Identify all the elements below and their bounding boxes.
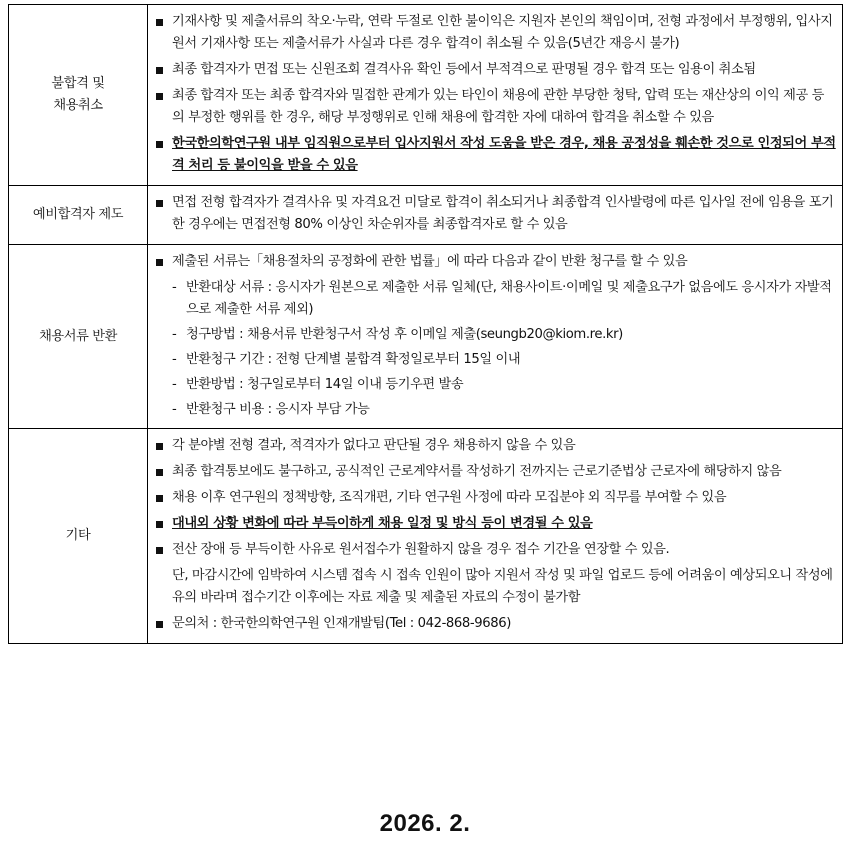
sub-item (156, 349, 836, 371)
item-text: 면접 전형 합격자가 결격사유 및 자격요건 미달로 합격이 취소되거나 최종합격 인사발령에 따른 입사일 전에 임용을 포기한 경우에는 면접전형 80% 이상인 차순위자를 최종합격자로 할 수 있음 (172, 195, 834, 232)
sub-item (156, 277, 836, 321)
dash-marker: - (172, 402, 177, 417)
sub-item-text: 반환대상 서류 : 응시자가 원본으로 제출한 서류 일체(단, 채용사이트·이메일 및 제출요구가 없음에도 응시자가 자발적으로 제출한 서류 제외) (186, 280, 832, 317)
square-bullet-icon (156, 141, 163, 148)
row-label-other: 기타 (9, 429, 148, 644)
item-text: 각 분야별 전형 결과, 적격자가 없다고 판단될 경우 채용하지 않을 수 있음 (172, 438, 576, 453)
contact-text: 문의처 : 한국한의학연구원 인재개발팀(Tel : 042-868-9686) (172, 616, 511, 631)
square-bullet-icon (156, 67, 163, 74)
list-item (156, 11, 836, 55)
document-date: 2026. 2. (379, 810, 471, 837)
dash-marker: - (172, 377, 177, 392)
row-content-disqualification (148, 5, 843, 186)
row-content-other (148, 429, 843, 644)
list-item-emphasized (156, 513, 836, 535)
square-bullet-icon (156, 495, 163, 502)
row-content-reserve (148, 186, 843, 245)
notice-table (8, 4, 843, 644)
list-item-emphasized (156, 133, 836, 177)
item-text: 전산 장애 등 부득이한 사유로 원서접수가 원활하지 않을 경우 접수 기간을 연장할 수 있음. (172, 542, 670, 557)
list-item (156, 59, 836, 81)
table-row (9, 186, 843, 245)
sub-item-text: 반환청구 비용 : 응시자 부담 가능 (186, 402, 370, 417)
row-label-document-return: 채용서류 반환 (9, 245, 148, 429)
sub-item (156, 399, 836, 421)
sub-item (156, 324, 836, 346)
sub-item-text: 청구방법 : 채용서류 반환청구서 작성 후 이메일 제출(seungb20@kiom.re.kr) (186, 327, 623, 342)
square-bullet-icon (156, 547, 163, 554)
label-line-2: 채용취소 (53, 98, 103, 113)
list-item (156, 461, 836, 483)
table-row (9, 429, 843, 644)
label-line-1: 불합격 및 (51, 76, 105, 91)
square-bullet-icon (156, 19, 163, 26)
square-bullet-icon (156, 469, 163, 476)
table-row (9, 5, 843, 186)
item-text: 최종 합격통보에도 불구하고, 공식적인 근로계약서를 작성하기 전까지는 근로기준법상 근로자에 해당하지 않음 (172, 464, 782, 479)
item-text: 대내외 상황 변화에 따라 부득이하게 채용 일정 및 방식 등이 변경될 수 있음 (172, 516, 593, 531)
item-text: 제출된 서류는「채용절차의 공정화에 관한 법률」에 따라 다음과 같이 반환 청구를 할 수 있음 (172, 254, 688, 269)
square-bullet-icon (156, 259, 163, 266)
item-text: 채용 이후 연구원의 정책방향, 조직개편, 기타 연구원 사정에 따라 모집분야 외 직무를 부여할 수 있음 (172, 490, 727, 505)
list-item (156, 251, 836, 273)
sub-item-text: 반환방법 : 청구일로부터 14일 이내 등기우편 발송 (186, 377, 464, 392)
dash-marker: - (172, 280, 177, 295)
contact-item (156, 613, 836, 635)
list-item (156, 435, 836, 457)
item-text: 최종 합격자 또는 최종 합격자와 밀접한 관계가 있는 타인이 채용에 관한 부당한 청탁, 압력 또는 재산상의 이익 제공 등의 부정한 행위를 한 경우, 해당 부정행위로 인해 채용에 합격한 자에 대하여 합격을 취소할 수 있음 (172, 88, 824, 125)
list-item (156, 487, 836, 509)
list-item (156, 192, 836, 236)
row-label-disqualification (9, 5, 148, 186)
sub-item-text: 반환청구 기간 : 전형 단계별 불합격 확정일로부터 15일 이내 (186, 352, 521, 367)
item-text: 기재사항 및 제출서류의 착오·누락, 연락 두절로 인한 불이익은 지원자 본인의 책임이며, 전형 과정에서 부정행위, 입사지원서 기재사항 또는 제출서류가 사실과 다른 경우 합격이 취소될 수 있음(5년간 재응시 불가) (172, 14, 833, 51)
item-text: 최종 합격자가 면접 또는 신원조회 결격사유 확인 등에서 부적격으로 판명될 경우 합격 또는 임용이 취소됨 (172, 62, 756, 77)
item-text: 한국한의학연구원 내부 임직원으로부터 입사지원서 작성 도움을 받은 경우, 채용 공정성을 훼손한 것으로 인정되어 부적격 처리 등 불이익을 받을 수 있음 (172, 136, 836, 173)
note-text: 단, 마감시간에 임박하여 시스템 접속 시 접속 인원이 많아 지원서 작성 및 파일 업로드 등에 어려움이 예상되오니 작성에 유의 바라며 접수기간 이후에는 자료 제출 및 제출된 자료의 수정이 불가함 (172, 568, 833, 605)
square-bullet-icon (156, 93, 163, 100)
square-bullet-icon (156, 443, 163, 450)
row-content-document-return (148, 245, 843, 429)
table-row (9, 245, 843, 429)
list-item (156, 539, 836, 561)
sub-item (156, 374, 836, 396)
dash-marker: - (172, 352, 177, 367)
square-bullet-icon (156, 621, 163, 628)
list-item (156, 85, 836, 129)
row-label-reserve: 예비합격자 제도 (9, 186, 148, 245)
dash-marker: - (172, 327, 177, 342)
square-bullet-icon (156, 200, 163, 207)
square-bullet-icon (156, 521, 163, 528)
